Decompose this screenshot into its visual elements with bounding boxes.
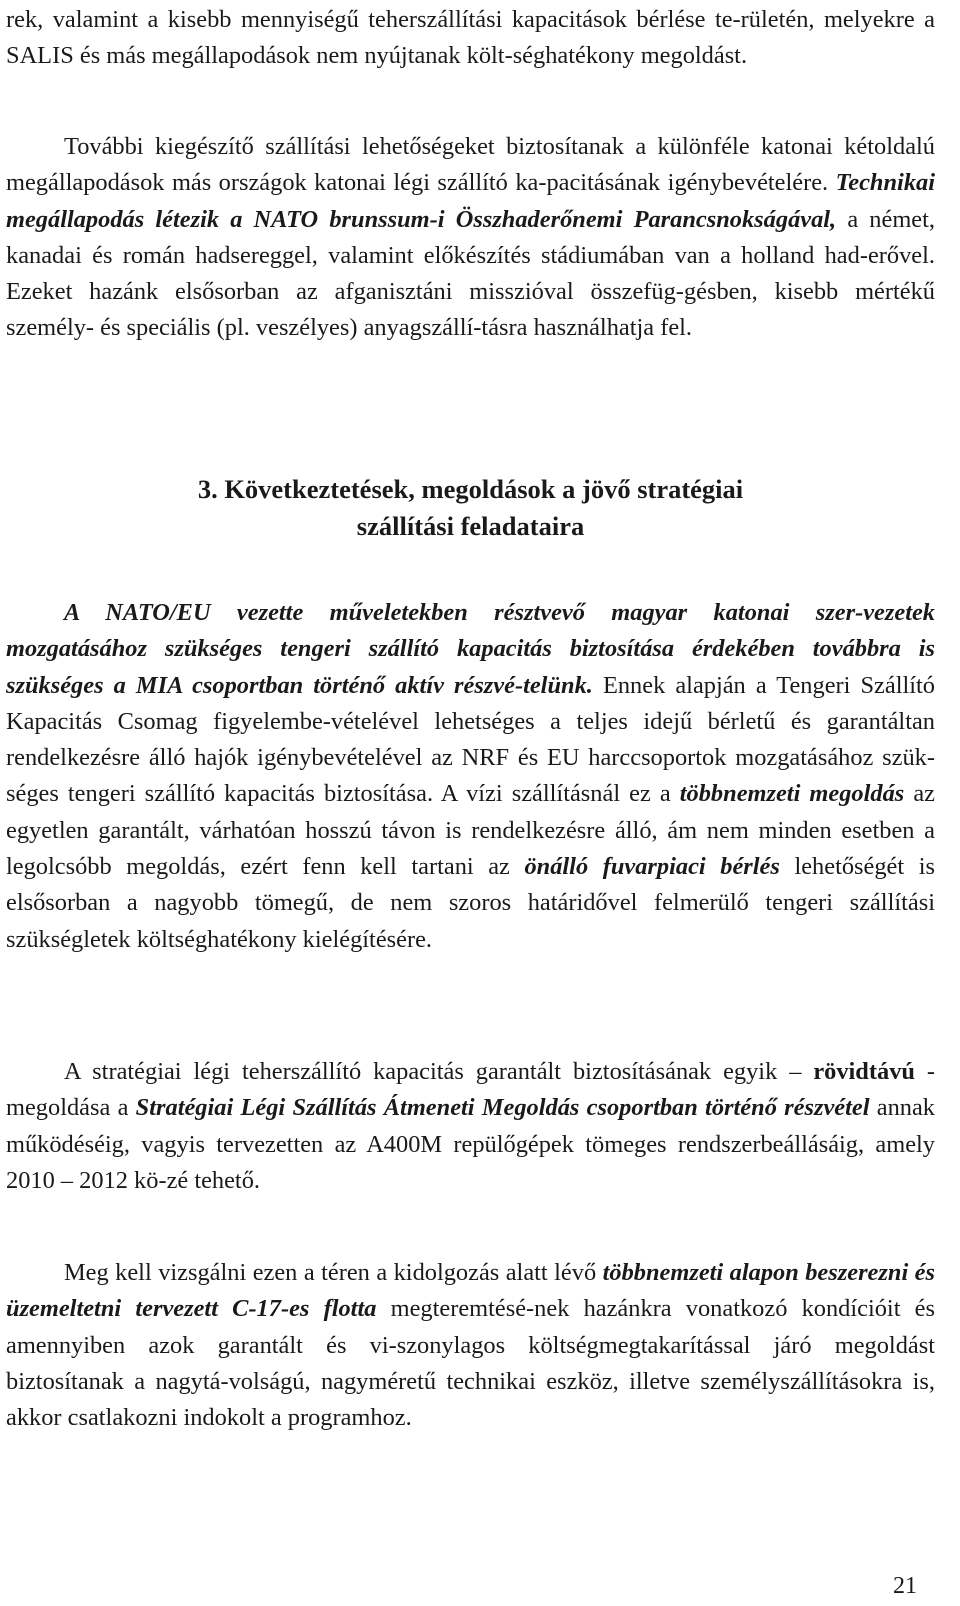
- paragraph-intro-continuation: [6, 2, 935, 75]
- text-run: többnemzeti megoldás: [679, 780, 905, 808]
- paragraph-bilateral-agreements: [6, 129, 935, 347]
- section-heading-line-2: szállítási feladataira: [356, 511, 585, 541]
- paragraph-c17-fleet: [6, 1255, 935, 1436]
- text-run: lehetőségét is elsősorban a nagyobb tömegű, de nem szoros határidővel felmerülő tengeri szállítási szükségletek költséghatékony kielégítésére.: [6, 853, 935, 953]
- text-run: a német, kanadai és román hadsereggel, valamint előkészítés stádiumában van a holland had-erővel. Ezeket hazánk elsősorban az afganisztáni misszióval összefüg-gésben, kisebb mértékű személy- és speciális (pl. veszélyes) anyagszállí-tásra használhatja fel.: [6, 205, 935, 342]
- text-run: Ennek alapján a Tengeri Szállító Kapacitás Csomag figyelembe-vételével lehetséges a teljes idejű bérletű és garantáltan rendelkezésre álló hajók igénybevételével az NRF és EU harccsoportok mozgatásához szük-séges tengeri szállító kapacitás biztosítása. A vízi szállításnál ez a: [6, 671, 935, 808]
- text-run: Meg kell vizsgálni ezen a téren a kidolgozás alatt lévő: [64, 1259, 603, 1286]
- text-run: A NATO/EU vezette: [64, 599, 330, 626]
- text-run: műveletekben résztvevő magyar katonai szer-vezetek mozgatásához szükséges tengeri szállító kapacitás biztosítása érdekében továbbra is szükséges a MIA csoportban történő aktív részvé-telünk.: [6, 599, 935, 699]
- paragraph-air-transport-interim: [6, 1054, 935, 1199]
- text-run: -megoldása a: [6, 1058, 935, 1122]
- text-run: többnemzeti alapon beszerezni és üzemeltetni tervezett C-17-es flotta: [6, 1259, 935, 1323]
- text-run: Stratégiai Légi Szállítás Átmeneti Megoldás csoportban történő részvétel: [135, 1094, 870, 1122]
- section-heading-line-1: 3. Következtetések, megoldások a jövő stratégiai: [197, 474, 744, 504]
- text-run: önálló fuvarpiaci bérlés: [524, 853, 780, 881]
- text-run: További kiegészítő szállítási lehetőségeket biztosítanak a különféle katonai kétoldalú megállapodások más országok katonai légi szállító ka-pacitásának igénybevételére.: [6, 133, 935, 197]
- text-run: az egyetlen garantált, várhatóan hosszú távon is rendelkezésre álló, ám nem minden esetben a legolcsóbb megoldás, ezért fenn kell tartani az: [6, 780, 935, 881]
- section-heading: [6, 471, 935, 545]
- text-run: A stratégiai légi teherszállító kapacitás garantált biztosításának egyik –: [64, 1058, 814, 1085]
- page-number: 21: [893, 1573, 917, 1599]
- text-run: Technikai megállapodás létezik a NATO brunssum-i Összhaderőnemi Parancsnokságával,: [6, 169, 935, 233]
- paragraph-sea-transport: [6, 595, 935, 958]
- text-run: rövidtávú: [813, 1058, 915, 1085]
- text-run: annak működéséig, vagyis tervezetten az A400M repülőgépek tömeges rendszerbeállásáig, amely 2010 – 2012 kö-zé tehető.: [6, 1094, 936, 1194]
- text-run: megteremtésé-nek hazánkra vonatkozó kondícióit és amennyiben azok garantált és vi-szonylagos költségmegtakarítással járó megoldást biztosítanak a nagytá-volságú, nagyméretű technikai eszköz, illetve személyszállításokra is, akkor csatlakozni indokolt a programhoz.: [6, 1295, 935, 1432]
- text-run: rek, valamint a kisebb mennyiségű teherszállítási kapacitások bérlése te-rületén, melyekre a SALIS és más megállapodások nem nyújtanak költ-séghatékony megoldást.: [6, 6, 935, 70]
